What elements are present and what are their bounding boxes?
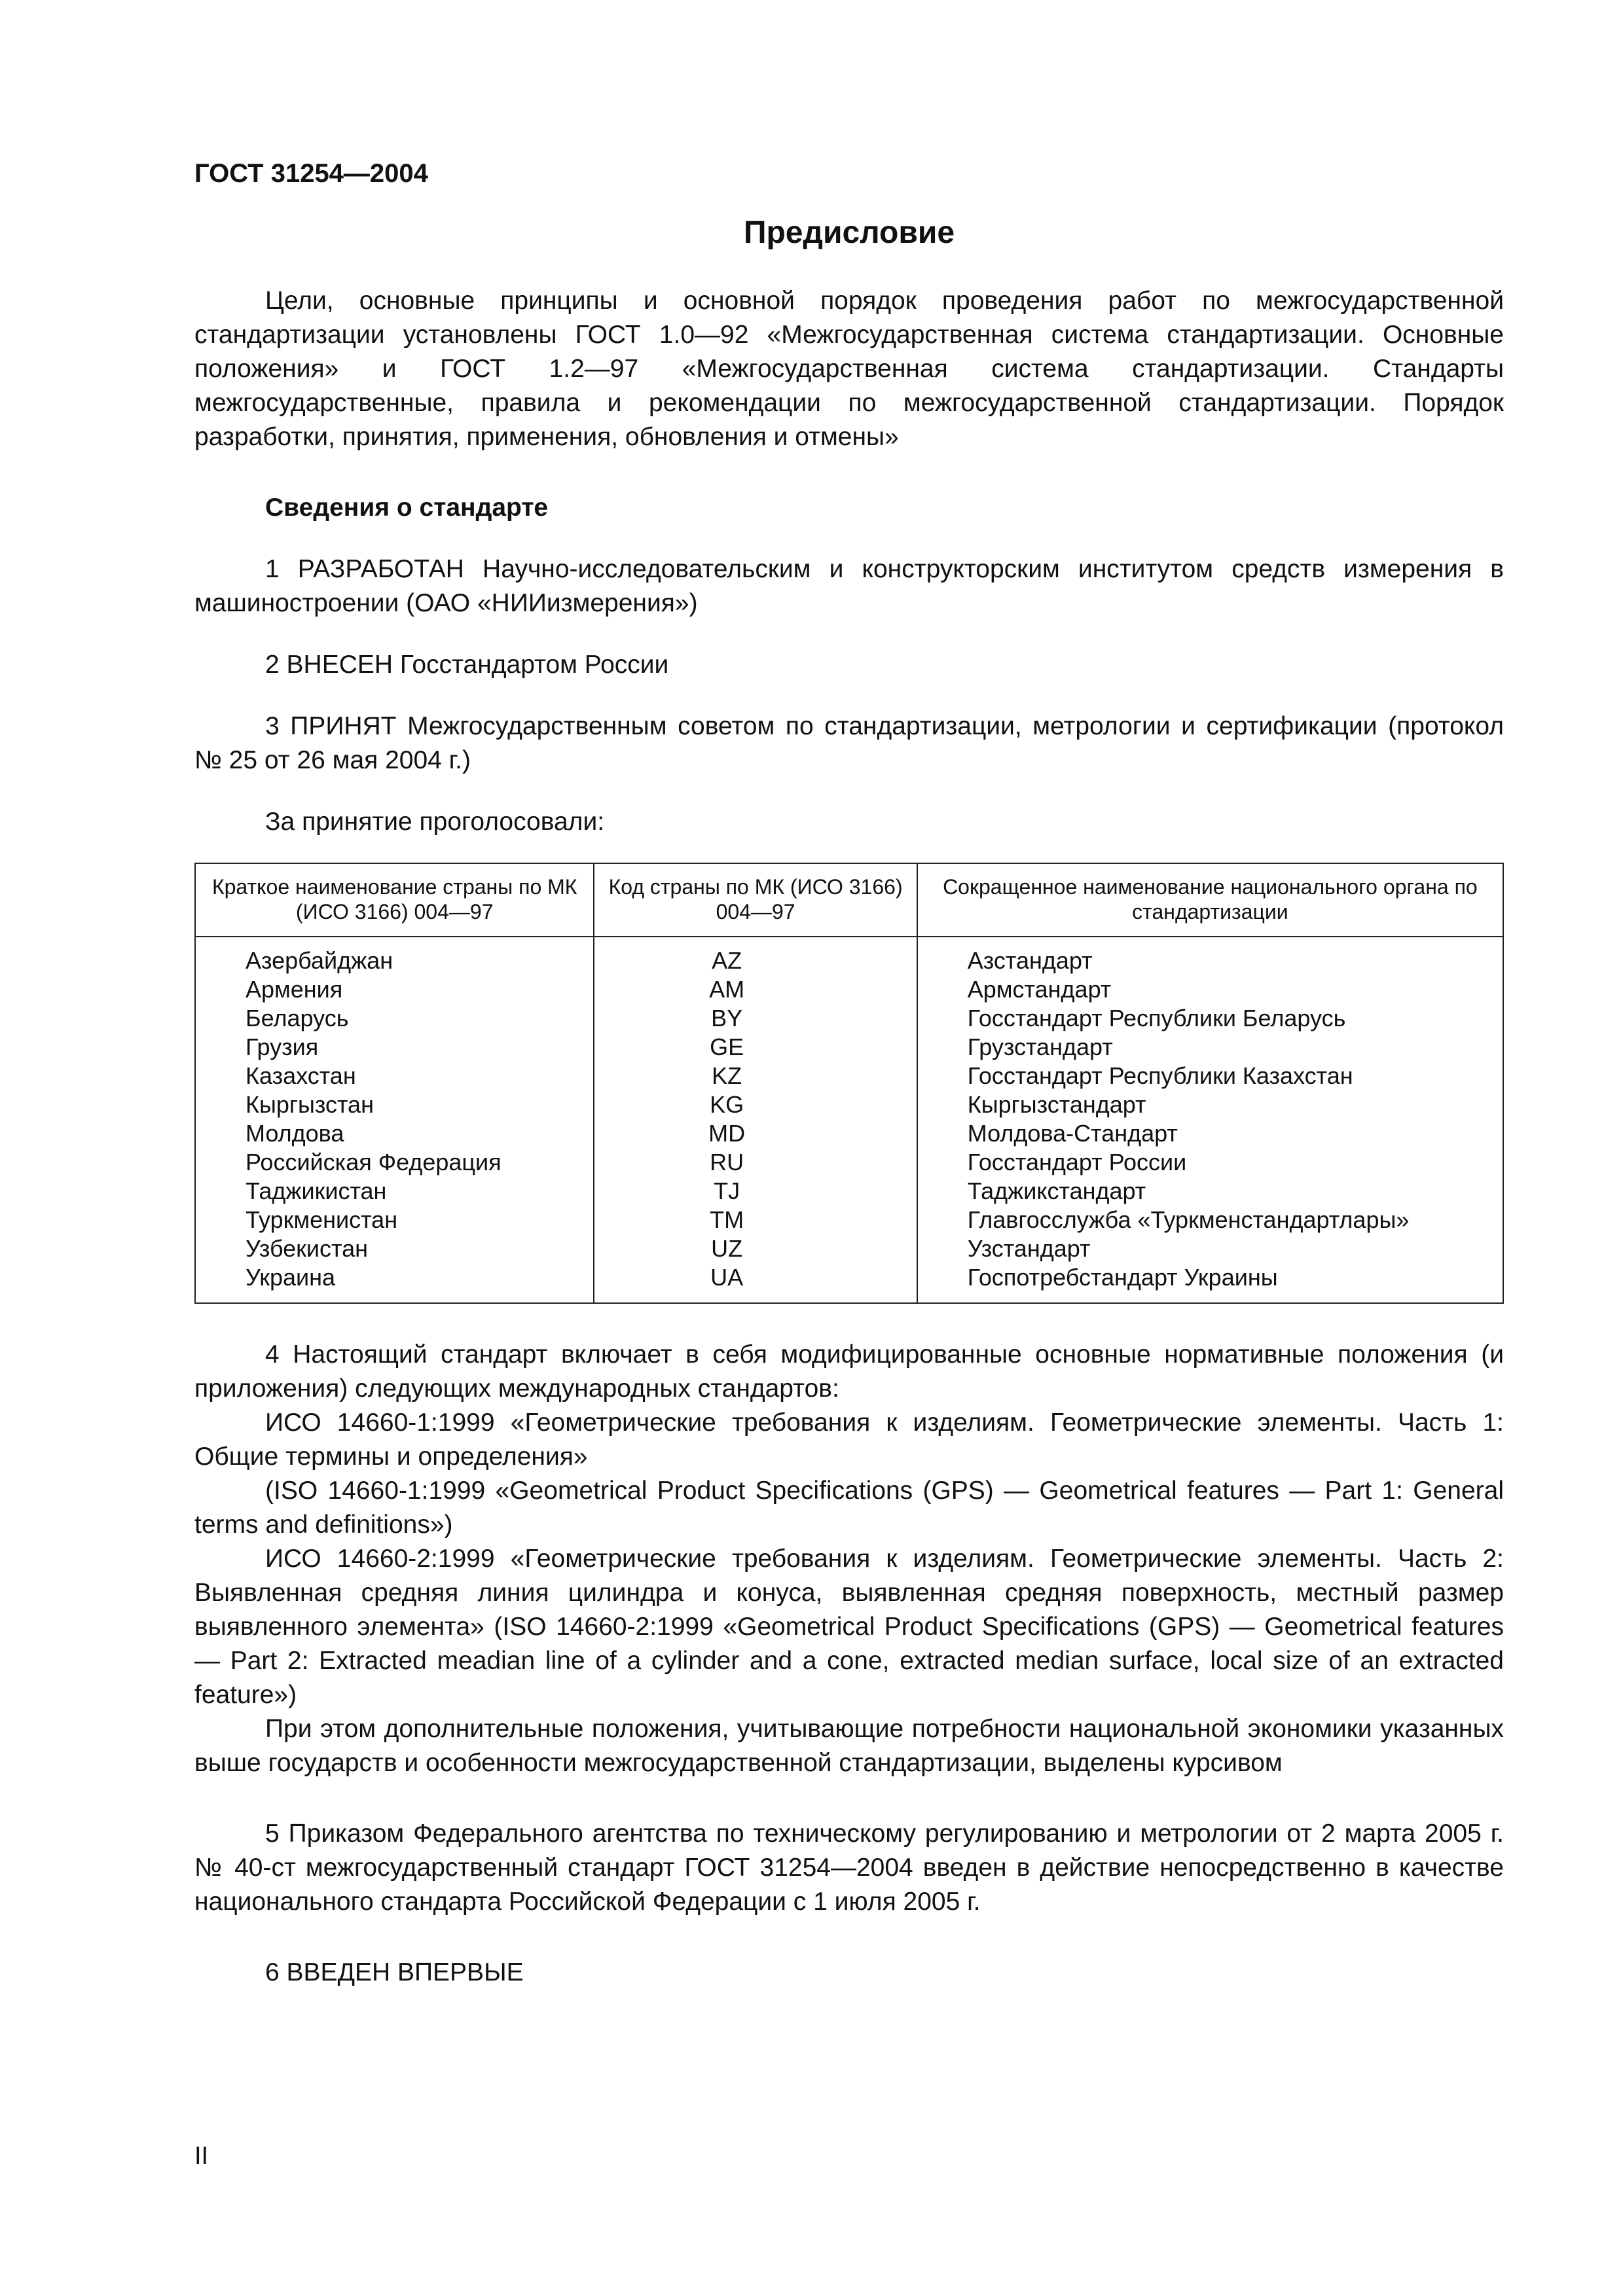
country-cell: Грузия [246,1033,319,1060]
item-first-introduced: 6 ВВЕДЕН ВПЕРВЫЕ [265,1958,524,1986]
code-cell: TM [594,1206,917,1234]
org-cell: Госстандарт России [917,1148,1503,1177]
intro-paragraph: Цели, основные принципы и основной порядок проведения работ по межгосударственной стандартизации установлены ГОСТ 1.0—92 «Межгосударственная система стандартизации. Основные положения» и ГОСТ 1.2—97 «Межгосударственная система стандартизации. Стандарты межгосударственные, правила и рекомендации по межгосударственной стандартизации. Порядок разработки, принятия, применения, обновления и отмены» [194,287,1504,451]
country-cell: Молдова [246,1120,344,1147]
org-cell: Армстандарт [917,975,1503,1004]
table-row [195,1148,1503,1177]
country-cell: Украина [246,1264,336,1291]
additional-provisions-note: При этом дополнительные положения, учитывающие потребности национальной экономики указанных выше государств и особенности межгосударственной стандартизации, выделены курсивом [194,1715,1504,1777]
code-cell: AM [594,975,917,1004]
table-row [195,937,1503,975]
table-header-row [195,863,1503,937]
table-row [195,975,1503,1004]
table-row [195,1263,1503,1303]
column-header-code: Код страны по МК (ИСО 3166) 004—97 [594,863,917,937]
standard-iso-14660-1-ru: ИСО 14660-1:1999 «Геометрические требования к изделиям. Геометрические элементы. Часть 1: Общие термины и определения» [194,1408,1504,1471]
country-cell: Туркменистан [246,1206,398,1233]
table-row [195,1090,1503,1119]
code-cell: BY [594,1004,917,1033]
code-cell: AZ [594,937,917,975]
table-row [195,1004,1503,1033]
country-cell: Беларусь [246,1005,349,1031]
country-cell: Кыргызстан [246,1091,374,1118]
country-cell: Азербайджан [246,947,393,974]
country-cell: Узбекистан [246,1235,369,1262]
table-row [195,1119,1503,1148]
code-cell: UZ [594,1234,917,1263]
org-cell: Госпотребстандарт Украины [917,1263,1503,1303]
section-heading-info: Сведения о стандарте [265,493,549,522]
item-adopted: 3 ПРИНЯТ Межгосударственным советом по стандартизации, метрологии и сертификации (протокол № 25 от 26 мая 2004 г.) [194,712,1504,774]
org-cell: Госстандарт Республики Беларусь [917,1004,1503,1033]
table-row [195,1177,1503,1206]
code-cell: TJ [594,1177,917,1206]
org-cell: Главгосслужба «Туркменстандартлары» [917,1206,1503,1234]
country-cell: Казахстан [246,1062,356,1089]
org-cell: Грузстандарт [917,1033,1503,1062]
code-cell: RU [594,1148,917,1177]
table-row [195,1234,1503,1263]
item-submitted: 2 ВНЕСЕН Госстандартом России [265,651,669,679]
item-developed: 1 РАЗРАБОТАН Научно-исследовательским и конструкторским институтом средств измерения в машиностроении (ОАО «НИИизмерения») [194,555,1504,617]
table-row [195,1033,1503,1062]
page-title: Предисловие [743,215,955,250]
item-enacted: 5 Приказом Федерального агентства по техническому регулированию и метрологии от 2 марта 2005 г. № 40-ст межгосударственный стандарт ГОСТ 31254—2004 введен в действие непосредственно в качестве национального стандарта Российской Федерации с 1 июля 2005 г. [194,1820,1504,1916]
org-cell: Молдова-Стандарт [917,1119,1503,1148]
votes-table [194,863,1504,1304]
item-international-standards: 4 Настоящий стандарт включает в себя модифицированные основные нормативные положения (и приложения) следующих международных стандартов: [194,1340,1504,1403]
org-cell: Госстандарт Республики Казахстан [917,1062,1503,1090]
org-cell: Узстандарт [917,1234,1503,1263]
code-cell: GE [594,1033,917,1062]
country-cell: Российская Федерация [246,1149,501,1175]
org-cell: Кыргызстандарт [917,1090,1503,1119]
table-row [195,1062,1503,1090]
voted-label: За принятие проголосовали: [265,808,605,836]
column-header-country: Краткое наименование страны по МК (ИСО 3166) 004—97 [195,863,594,937]
page-number: II [194,2142,209,2170]
country-cell: Армения [246,976,343,1003]
org-cell: Азстандарт [917,937,1503,975]
org-cell: Таджикстандарт [917,1177,1503,1206]
standard-iso-14660-1-en: (ISO 14660-1:1999 «Geometrical Product Specifications (GPS) — Geometrical features — Part 1: General terms and definitions») [194,1477,1504,1539]
column-header-org: Сокращенное наименование национального органа по стандартизации [917,863,1503,937]
document-code: ГОСТ 31254—2004 [194,159,428,188]
code-cell: UA [594,1263,917,1303]
table-row [195,1206,1503,1234]
code-cell: MD [594,1119,917,1148]
standard-iso-14660-2: ИСО 14660-2:1999 «Геометрические требования к изделиям. Геометрические элементы. Часть 2: Выявленная средняя линия цилиндра и конуса, выявленная средняя поверхность, местный размер выявленного элемента» (ISO 14660-2:1999 «Geometrical Product Specifications (GPS) — Geometrical features — Part 2: Extracted meadian line of a cylinder and a cone, extracted median surface, local size of an extracted feature») [194,1545,1504,1709]
document-page [194,157,1504,1990]
country-cell: Таджикистан [246,1177,387,1204]
code-cell: KG [594,1090,917,1119]
code-cell: KZ [594,1062,917,1090]
